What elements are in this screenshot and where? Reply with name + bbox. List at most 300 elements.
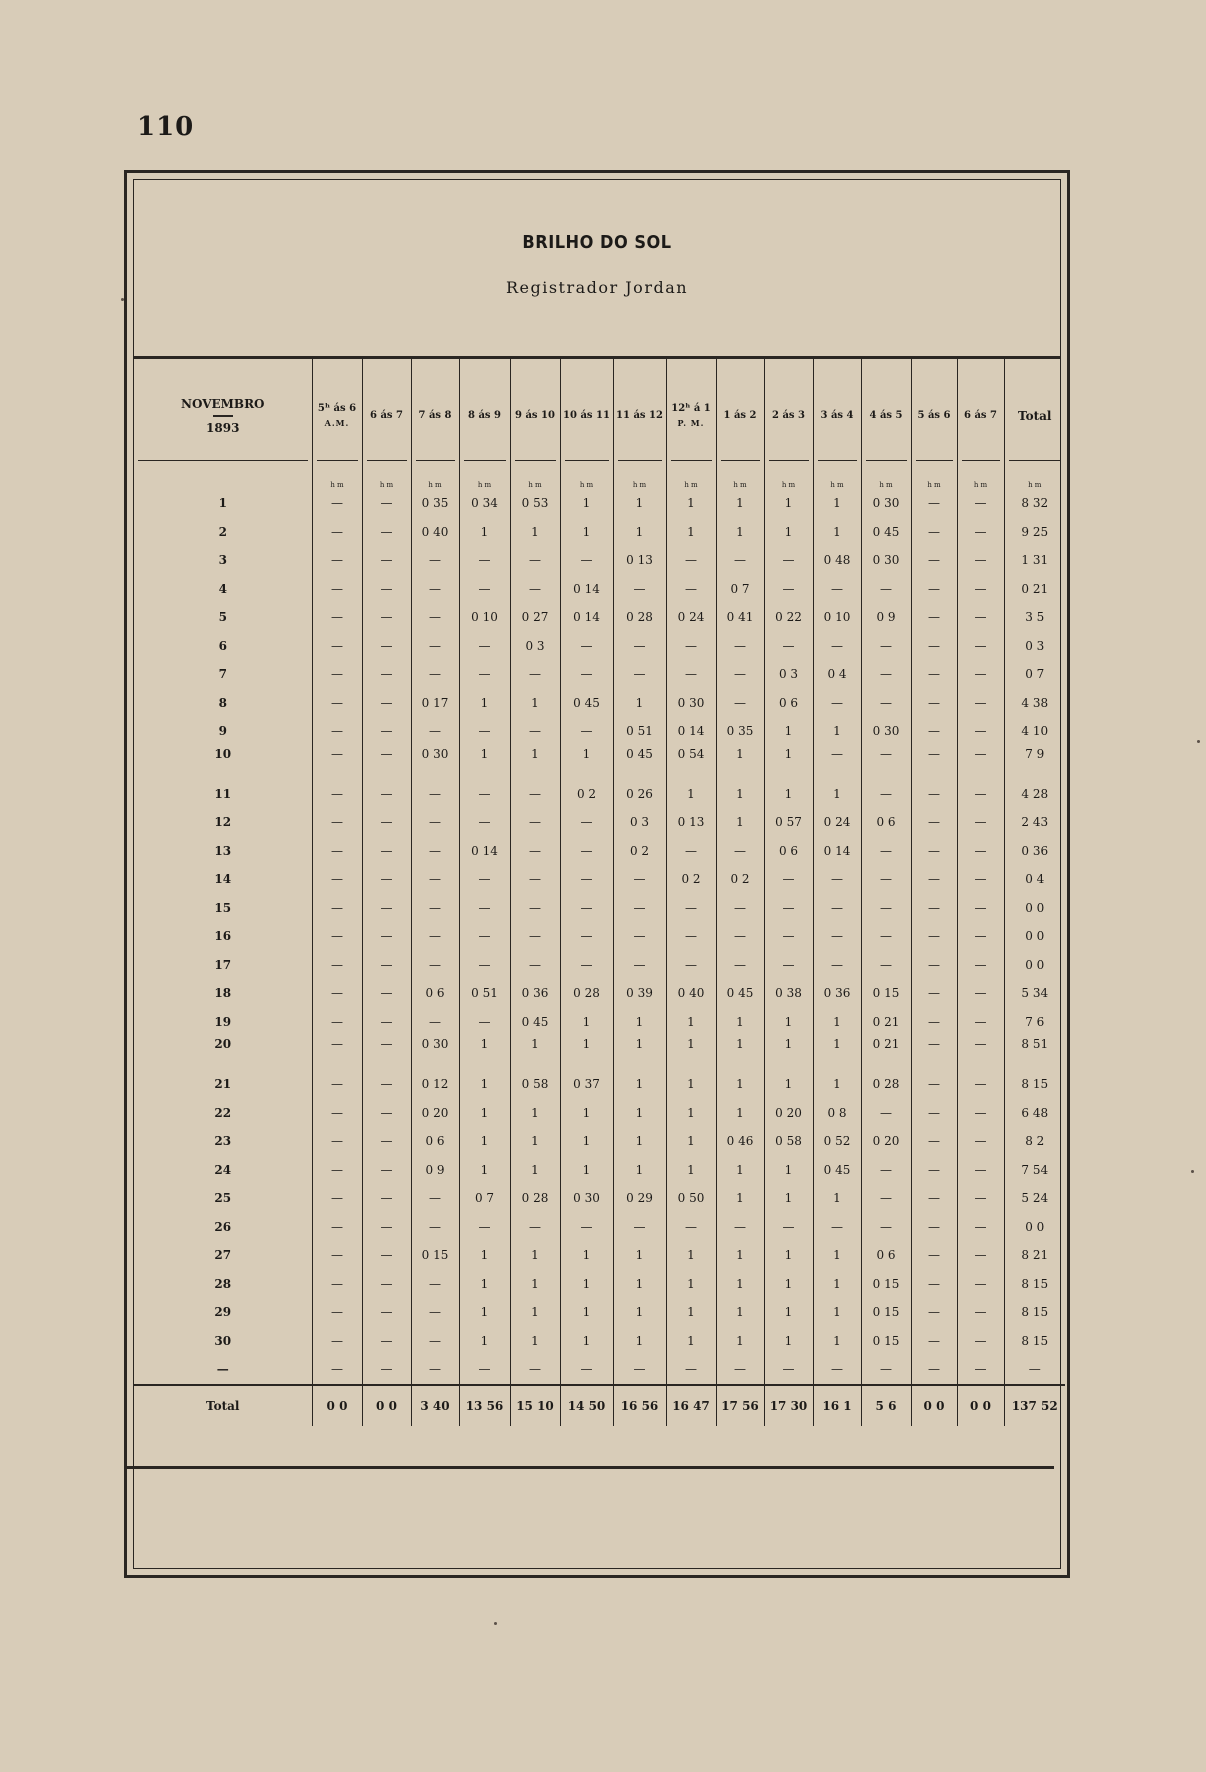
duration-cell: —	[560, 951, 613, 980]
duration-cell: 1	[560, 1270, 613, 1299]
duration-cell: 1	[613, 1036, 666, 1070]
hour-column-header	[957, 359, 1004, 469]
duration-cell: —	[911, 1127, 957, 1156]
duration-cell: 1	[560, 489, 613, 518]
duration-cell: 0 30	[560, 1184, 613, 1213]
day-cell: 4	[218, 581, 227, 596]
duration-cell: —	[560, 632, 613, 661]
duration-cell: —	[312, 808, 362, 837]
duration-cell: —	[312, 865, 362, 894]
duration-cell: 1	[510, 1241, 560, 1270]
row-total-cell: 8 15	[1004, 1327, 1065, 1356]
duration-cell: —	[312, 1184, 362, 1213]
duration-cell: 0 2	[666, 865, 716, 894]
duration-cell: —	[911, 1099, 957, 1128]
duration-cell: 1	[613, 1327, 666, 1356]
duration-cell: —	[362, 979, 411, 1008]
duration-cell: 1	[764, 1008, 813, 1037]
table-row	[134, 518, 1065, 547]
duration-cell: —	[510, 1355, 560, 1385]
duration-cell: —	[861, 632, 911, 661]
duration-cell: —	[957, 865, 1004, 894]
duration-cell: 1	[764, 518, 813, 547]
duration-cell: —	[911, 922, 957, 951]
duration-cell: 1	[666, 1298, 716, 1327]
duration-cell: —	[813, 922, 861, 951]
duration-cell: 0 6	[861, 808, 911, 837]
row-total-cell: 0 36	[1004, 837, 1065, 866]
duration-cell: 1	[716, 1099, 764, 1128]
duration-cell: 0 2	[716, 865, 764, 894]
duration-cell: 1	[613, 689, 666, 718]
table-body	[134, 469, 1065, 1426]
duration-cell: —	[411, 603, 459, 632]
duration-cell: 0 21	[861, 1036, 911, 1070]
duration-cell: —	[861, 1156, 911, 1185]
column-label: 8 ás 9	[468, 410, 501, 421]
duration-cell: 1	[510, 1127, 560, 1156]
total-column-header	[1004, 359, 1065, 469]
day-cell: 30	[214, 1333, 232, 1348]
duration-cell: 1	[716, 1008, 764, 1037]
duration-cell: —	[312, 922, 362, 951]
duration-cell: —	[362, 603, 411, 632]
column-total-cell: 16 1	[813, 1385, 861, 1426]
duration-cell: —	[957, 717, 1004, 746]
row-total-cell: 9 25	[1004, 518, 1065, 547]
duration-cell: 0 3	[510, 632, 560, 661]
unit-label: h m	[411, 469, 459, 489]
duration-cell: —	[957, 1008, 1004, 1037]
duration-cell: 0 28	[613, 603, 666, 632]
duration-cell: 0 35	[716, 717, 764, 746]
hour-column-header	[459, 359, 510, 469]
duration-cell: 1	[716, 1036, 764, 1070]
duration-cell: 0 24	[666, 603, 716, 632]
duration-cell: —	[362, 1327, 411, 1356]
duration-cell: —	[957, 1213, 1004, 1242]
duration-cell: 0 29	[613, 1184, 666, 1213]
table-row	[134, 1355, 1065, 1385]
duration-cell: —	[716, 837, 764, 866]
duration-cell: —	[911, 1298, 957, 1327]
unit-label: h m	[312, 469, 362, 489]
column-label: 12ʰ á 1	[671, 403, 711, 414]
duration-cell: 1	[459, 1156, 510, 1185]
duration-cell: 0 14	[459, 837, 510, 866]
column-total-cell: 16 56	[613, 1385, 666, 1426]
duration-cell: —	[861, 780, 911, 809]
duration-cell: 0 45	[861, 518, 911, 547]
duration-cell: —	[716, 922, 764, 951]
duration-cell: 0 20	[411, 1099, 459, 1128]
day-cell: 7	[218, 667, 227, 682]
duration-cell: 1	[613, 1008, 666, 1037]
table-row	[134, 1327, 1065, 1356]
table-row	[134, 489, 1065, 518]
duration-cell: —	[362, 922, 411, 951]
unit-label: h m	[613, 469, 666, 489]
table-row	[134, 979, 1065, 1008]
duration-cell: 1	[716, 1156, 764, 1185]
duration-cell: —	[957, 1127, 1004, 1156]
duration-cell: —	[957, 518, 1004, 547]
day-cell: 18	[214, 986, 232, 1001]
duration-cell: —	[362, 1241, 411, 1270]
day-cell: 26	[214, 1219, 232, 1234]
duration-cell: —	[911, 1156, 957, 1185]
day-cell: 16	[214, 929, 232, 944]
day-cell: 6	[218, 638, 227, 653]
duration-cell: 0 35	[411, 489, 459, 518]
duration-cell: 0 15	[861, 1298, 911, 1327]
duration-cell: —	[666, 894, 716, 923]
duration-cell: —	[911, 632, 957, 661]
day-cell: 17	[214, 957, 232, 972]
duration-cell: —	[362, 1184, 411, 1213]
unit-label: h m	[1004, 469, 1065, 489]
row-total-cell: 0 0	[1004, 1213, 1065, 1242]
row-total-cell: 7 54	[1004, 1156, 1065, 1185]
column-label: 5ʰ ás 6	[317, 403, 357, 414]
hour-column-header	[362, 359, 411, 469]
duration-cell: 1	[716, 1298, 764, 1327]
duration-cell: —	[362, 1008, 411, 1037]
duration-cell: —	[560, 922, 613, 951]
duration-cell: —	[312, 979, 362, 1008]
duration-cell: —	[666, 1213, 716, 1242]
sunshine-table	[134, 359, 1065, 1426]
duration-cell: —	[957, 780, 1004, 809]
duration-cell: —	[362, 575, 411, 604]
duration-cell: 1	[764, 746, 813, 780]
duration-cell: —	[613, 951, 666, 980]
duration-cell: 0 36	[813, 979, 861, 1008]
column-total-cell: 15 10	[510, 1385, 560, 1426]
row-total-cell: 8 21	[1004, 1241, 1065, 1270]
duration-cell: —	[911, 1036, 957, 1070]
table-row	[134, 1008, 1065, 1037]
duration-cell: 1	[666, 1036, 716, 1070]
row-total-cell: 8 32	[1004, 489, 1065, 518]
duration-cell: —	[911, 603, 957, 632]
duration-cell: —	[510, 922, 560, 951]
duration-cell: —	[459, 922, 510, 951]
duration-cell: —	[459, 575, 510, 604]
duration-cell: —	[666, 837, 716, 866]
duration-cell: —	[613, 922, 666, 951]
duration-cell: —	[362, 660, 411, 689]
duration-cell: —	[861, 922, 911, 951]
duration-cell: —	[957, 1298, 1004, 1327]
duration-cell: —	[362, 1298, 411, 1327]
duration-cell: —	[911, 1070, 957, 1099]
duration-cell: 1	[813, 1008, 861, 1037]
duration-cell: 1	[459, 518, 510, 547]
duration-cell: —	[312, 660, 362, 689]
duration-cell: —	[764, 546, 813, 575]
duration-cell: 0 10	[813, 603, 861, 632]
totals-label: Total	[134, 1385, 312, 1426]
duration-cell: —	[764, 575, 813, 604]
duration-cell: —	[911, 1008, 957, 1037]
duration-cell: —	[312, 632, 362, 661]
duration-cell: 0 12	[411, 1070, 459, 1099]
duration-cell: 1	[666, 1327, 716, 1356]
duration-cell: 0 30	[861, 717, 911, 746]
table-row	[134, 632, 1065, 661]
day-cell: 5	[218, 610, 227, 625]
header-row	[134, 359, 1065, 469]
duration-cell: 0 4	[813, 660, 861, 689]
table-row	[134, 1127, 1065, 1156]
duration-cell: —	[716, 1355, 764, 1385]
duration-cell: 0 2	[613, 837, 666, 866]
duration-cell: —	[510, 660, 560, 689]
duration-cell: —	[312, 780, 362, 809]
header-underline	[317, 460, 358, 461]
column-total-cell: 17 30	[764, 1385, 813, 1426]
table-inner-frame	[133, 179, 1061, 1569]
column-label: 9 ás 10	[515, 410, 555, 421]
duration-cell: —	[312, 546, 362, 575]
duration-cell: —	[362, 746, 411, 780]
column-label: 6 ás 7	[964, 410, 997, 421]
duration-cell: 0 30	[861, 546, 911, 575]
duration-cell: —	[411, 1213, 459, 1242]
day-cell: 25	[214, 1191, 232, 1206]
duration-cell: 1	[459, 689, 510, 718]
duration-cell: —	[560, 717, 613, 746]
duration-cell: 1	[459, 1036, 510, 1070]
duration-cell: —	[957, 1184, 1004, 1213]
day-cell: —	[216, 1362, 229, 1377]
duration-cell: 1	[613, 1070, 666, 1099]
row-total-cell: 7 9	[1004, 746, 1065, 780]
day-cell: 24	[214, 1162, 232, 1177]
day-cell: 8	[218, 695, 227, 710]
row-total-cell: 8 2	[1004, 1127, 1065, 1156]
duration-cell: 0 58	[510, 1070, 560, 1099]
duration-cell: 1	[813, 1327, 861, 1356]
duration-cell: —	[764, 632, 813, 661]
duration-cell: 1	[813, 780, 861, 809]
duration-cell: —	[560, 808, 613, 837]
duration-cell: —	[459, 865, 510, 894]
duration-cell: 1	[560, 746, 613, 780]
duration-cell: 1	[716, 746, 764, 780]
duration-cell: —	[911, 1355, 957, 1385]
duration-cell: —	[459, 951, 510, 980]
duration-cell: 1	[764, 1270, 813, 1299]
duration-cell: 1	[666, 780, 716, 809]
duration-cell: 1	[813, 1070, 861, 1099]
duration-cell: —	[716, 546, 764, 575]
duration-cell: —	[312, 837, 362, 866]
duration-cell: —	[411, 1298, 459, 1327]
duration-cell: —	[813, 894, 861, 923]
column-total-cell: 0 0	[957, 1385, 1004, 1426]
column-total-cell: 0 0	[911, 1385, 957, 1426]
duration-cell: —	[911, 717, 957, 746]
row-total-cell: 5 24	[1004, 1184, 1065, 1213]
duration-cell: 1	[764, 1327, 813, 1356]
month-header	[134, 359, 312, 469]
hour-column-header	[312, 359, 362, 469]
duration-cell: 1	[613, 518, 666, 547]
table-row	[134, 837, 1065, 866]
day-cell: 28	[214, 1276, 232, 1291]
title-block	[134, 180, 1060, 359]
duration-cell: 1	[813, 1298, 861, 1327]
header-underline	[671, 460, 712, 461]
duration-cell: 0 6	[411, 979, 459, 1008]
duration-cell: —	[861, 951, 911, 980]
duration-cell: 0 48	[813, 546, 861, 575]
header-underline	[565, 460, 609, 461]
column-label: 7 ás 8	[418, 410, 452, 421]
table-row	[134, 1298, 1065, 1327]
duration-cell: —	[312, 1099, 362, 1128]
day-cell: 29	[214, 1305, 232, 1320]
duration-cell: —	[861, 837, 911, 866]
duration-cell: 0 36	[510, 979, 560, 1008]
duration-cell: —	[411, 1008, 459, 1037]
table-row	[134, 1213, 1065, 1242]
paper-speck	[121, 298, 124, 301]
header-underline	[1009, 460, 1062, 461]
duration-cell: 0 28	[861, 1070, 911, 1099]
duration-cell: —	[666, 951, 716, 980]
duration-cell: 0 28	[510, 1184, 560, 1213]
duration-cell: 1	[813, 1270, 861, 1299]
duration-cell: 0 9	[411, 1156, 459, 1185]
table-row	[134, 1156, 1065, 1185]
duration-cell: —	[312, 1213, 362, 1242]
duration-cell: —	[411, 1355, 459, 1385]
duration-cell: 1	[613, 1298, 666, 1327]
column-total-cell: 16 47	[666, 1385, 716, 1426]
duration-cell: —	[312, 575, 362, 604]
duration-cell: —	[613, 660, 666, 689]
duration-cell: —	[957, 660, 1004, 689]
day-cell: 22	[214, 1105, 232, 1120]
table-frame	[124, 170, 1070, 1578]
duration-cell: —	[362, 1099, 411, 1128]
duration-cell: 1	[716, 1184, 764, 1213]
row-total-cell: 0 4	[1004, 865, 1065, 894]
duration-cell: 0 30	[411, 746, 459, 780]
column-label: 6 ás 7	[370, 410, 403, 421]
duration-cell: —	[666, 632, 716, 661]
row-total-cell: —	[1004, 1355, 1065, 1385]
duration-cell: 0 40	[666, 979, 716, 1008]
duration-cell: 1	[613, 1099, 666, 1128]
row-total-cell: 2 43	[1004, 808, 1065, 837]
column-total-cell: 17 56	[716, 1385, 764, 1426]
duration-cell: 1	[560, 1127, 613, 1156]
grand-total-cell: 137 52	[1004, 1385, 1065, 1426]
row-total-cell: 6 48	[1004, 1099, 1065, 1128]
duration-cell: 0 3	[613, 808, 666, 837]
unit-label: h m	[459, 469, 510, 489]
duration-cell: —	[312, 1241, 362, 1270]
duration-cell: —	[459, 546, 510, 575]
duration-cell: —	[411, 546, 459, 575]
duration-cell: —	[861, 865, 911, 894]
row-total-cell: 3 5	[1004, 603, 1065, 632]
duration-cell: 1	[510, 1270, 560, 1299]
header-underline	[367, 460, 407, 461]
table-row	[134, 746, 1065, 780]
column-label: 10 ás 11	[563, 410, 610, 421]
duration-cell: —	[813, 632, 861, 661]
duration-cell: —	[861, 575, 911, 604]
duration-cell: 1	[510, 1156, 560, 1185]
duration-cell: —	[716, 1213, 764, 1242]
duration-cell: —	[510, 717, 560, 746]
duration-cell: 0 41	[716, 603, 764, 632]
duration-cell: —	[510, 780, 560, 809]
duration-cell: 1	[666, 1070, 716, 1099]
duration-cell: —	[764, 1213, 813, 1242]
duration-cell: 1	[560, 1099, 613, 1128]
duration-cell: —	[911, 746, 957, 780]
duration-cell: 0 13	[666, 808, 716, 837]
duration-cell: 0 53	[510, 489, 560, 518]
table-row	[134, 603, 1065, 632]
duration-cell: 0 40	[411, 518, 459, 547]
duration-cell: 0 28	[560, 979, 613, 1008]
column-label: 5 ás 6	[917, 410, 951, 421]
header-underline	[416, 460, 455, 461]
duration-cell: —	[459, 632, 510, 661]
table-row	[134, 1241, 1065, 1270]
duration-cell: —	[861, 1213, 911, 1242]
duration-cell: —	[459, 1355, 510, 1385]
duration-cell: 1	[510, 1327, 560, 1356]
duration-cell: 1	[764, 1298, 813, 1327]
duration-cell: 1	[716, 489, 764, 518]
duration-cell: —	[911, 894, 957, 923]
duration-cell: —	[957, 489, 1004, 518]
duration-cell: —	[362, 689, 411, 718]
unit-label: h m	[861, 469, 911, 489]
paper-speck	[494, 1622, 497, 1625]
duration-cell: —	[957, 922, 1004, 951]
duration-cell: —	[560, 660, 613, 689]
row-total-cell: 0 0	[1004, 922, 1065, 951]
column-period: A.M.	[324, 418, 350, 428]
duration-cell: —	[510, 951, 560, 980]
unit-label: h m	[957, 469, 1004, 489]
duration-cell: 1	[813, 489, 861, 518]
duration-cell: —	[911, 979, 957, 1008]
duration-cell: —	[312, 1127, 362, 1156]
duration-cell: 1	[459, 1127, 510, 1156]
duration-cell: —	[957, 746, 1004, 780]
duration-cell: —	[813, 575, 861, 604]
duration-cell: 1	[813, 1241, 861, 1270]
duration-cell: —	[861, 746, 911, 780]
duration-cell: —	[861, 1184, 911, 1213]
header-underline	[818, 460, 857, 461]
duration-cell: 0 30	[666, 689, 716, 718]
header-underline	[464, 460, 506, 461]
unit-label: h m	[764, 469, 813, 489]
duration-cell: 0 37	[560, 1070, 613, 1099]
duration-cell: 1	[560, 1241, 613, 1270]
